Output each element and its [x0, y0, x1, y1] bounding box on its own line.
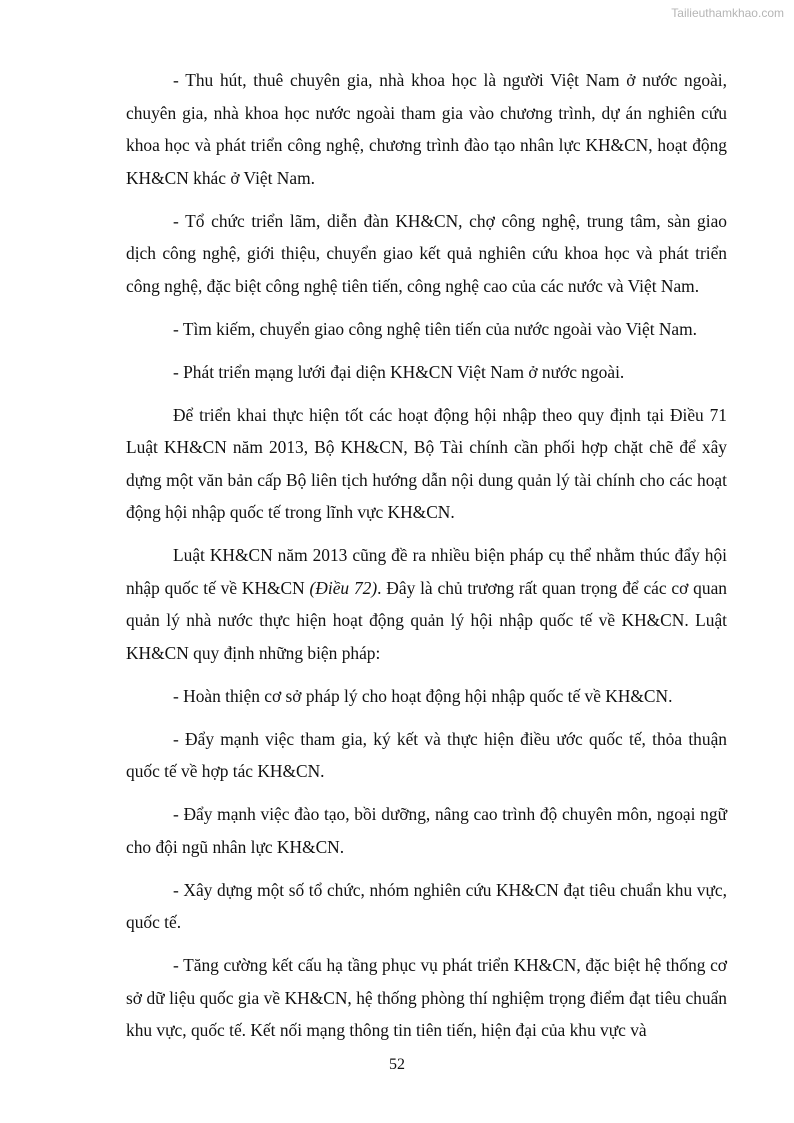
paragraph-article-72 [126, 539, 727, 669]
article-72-text-after: . Đây là chủ trương rất quan trọng để các cơ quan quản lý nhà nước thực hiện hoạt động quản lý hội nhập quốc tế về KH&CN. Luật KH&CN quy định những biện pháp: [126, 577, 727, 663]
measure-treaties: - Đẩy mạnh việc tham gia, ký kết và thực hiện điều ước quốc tế, thỏa thuận quốc tế về hợp tác KH&CN. [126, 728, 727, 781]
measure-training: - Đẩy mạnh việc đào tạo, bồi dưỡng, nâng cao trình độ chuyên môn, ngoại ngữ cho đội ngũ nhân lực KH&CN. [126, 804, 727, 857]
paragraph-exhibitions: - Tổ chức triển lãm, diễn đàn KH&CN, chợ công nghệ, trung tâm, sàn giao dịch công nghệ, giới thiệu, chuyển giao kết quả nghiên cứu khoa học và phát triển công nghệ, đặc biệt công nghệ tiên tiến, công nghệ cao của các nước và Việt Nam. [126, 210, 727, 296]
measure-legal-basis: - Hoàn thiện cơ sở pháp lý cho hoạt động hội nhập quốc tế về KH&CN. [173, 685, 673, 706]
measure-infrastructure: - Tăng cường kết cấu hạ tầng phục vụ phát triển KH&CN, đặc biệt hệ thống cơ sở dữ liệu quốc gia về KH&CN, hệ thống phòng thí nghiệm trọng điểm đạt tiêu chuẩn khu vực, quốc tế. Kết nối mạng thông tin tiên tiến, hiện đại của khu vực và [126, 955, 727, 1040]
paragraph-recruit-experts: - Thu hút, thuê chuyên gia, nhà khoa học là người Việt Nam ở nước ngoài, chuyên gia, nhà khoa học nước ngoài tham gia vào chương trình, dự án nghiên cứu khoa học và phát triển công nghệ, chương trình đào tạo nhân lực KH&CN, hoạt động KH&CN khác ở Việt Nam. [126, 70, 727, 188]
paragraph-representative-network: - Phát triển mạng lưới đại diện KH&CN Việt Nam ở nước ngoài. [173, 361, 625, 382]
page-body [126, 64, 727, 1057]
watermark: Tailieuthamkhao.com [671, 6, 784, 20]
page-number: 52 [389, 1056, 405, 1073]
paragraph-technology-search: - Tìm kiếm, chuyển giao công nghệ tiên tiến của nước ngoài vào Việt Nam. [173, 318, 698, 339]
article-72-text-before: Luật KH&CN năm 2013 cũng đề ra nhiều biện pháp cụ thể nhằm thúc đẩy hội nhập quốc tế về KH&CN [126, 545, 727, 598]
measure-research-groups: - Xây dựng một số tổ chức, nhóm nghiên cứu KH&CN đạt tiêu chuẩn khu vực, quốc tế. [126, 879, 727, 932]
article-72-reference: (Điều 72) [309, 577, 378, 598]
paragraph-article-71: Để triển khai thực hiện tốt các hoạt động hội nhập theo quy định tại Điều 71 Luật KH&CN năm 2013, Bộ KH&CN, Bộ Tài chính cần phối hợp chặt chẽ để xây dựng một văn bản cấp Bộ liên tịch hướng dẫn nội dung quản lý tài chính cho các hoạt động hội nhập quốc tế trong lĩnh vực KH&CN. [126, 404, 727, 522]
